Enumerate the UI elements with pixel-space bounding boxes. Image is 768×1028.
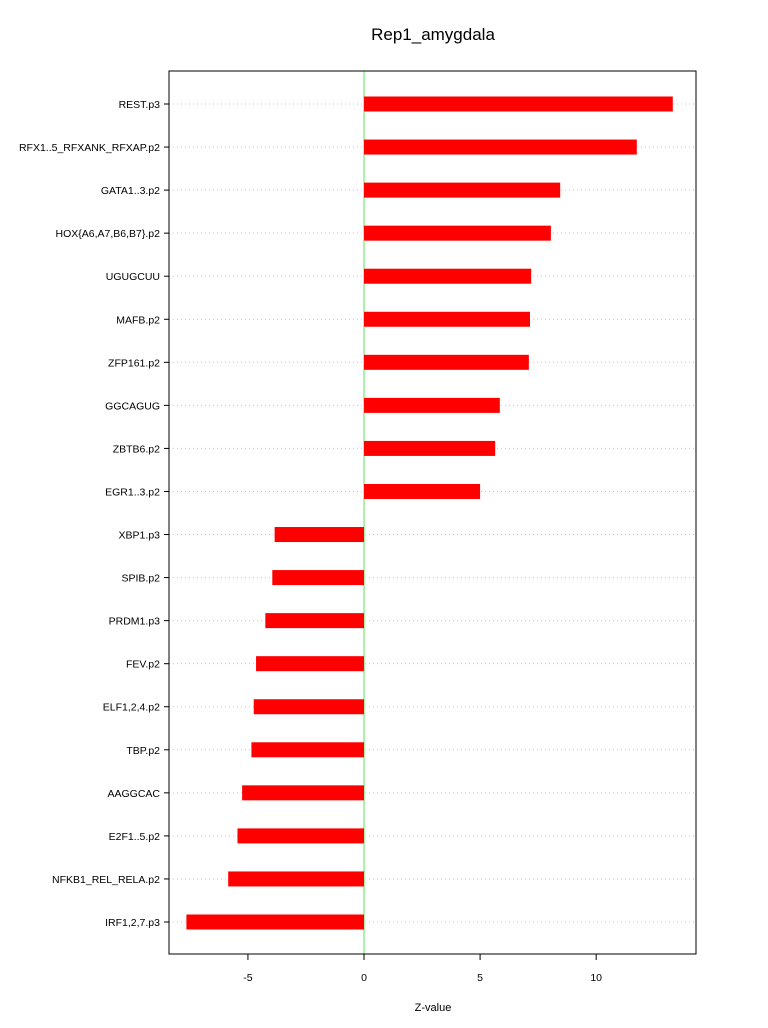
chart-title: Rep1_amygdala [371, 25, 495, 44]
y-axis [19, 99, 169, 929]
bar [364, 183, 560, 198]
bar [251, 742, 364, 757]
y-tick-label: PRDM1.p3 [108, 615, 160, 628]
y-tick-label: SPIB.p2 [121, 572, 160, 585]
bar [237, 828, 364, 843]
bar [364, 441, 495, 456]
y-tick-label: UGUGCUU [105, 271, 160, 284]
bar [272, 570, 364, 585]
y-tick-label: GGCAGUG [105, 400, 160, 413]
y-tick-label: HOX{A6,A7,B6,B7}.p2 [55, 228, 160, 241]
plot-frame [169, 71, 696, 954]
y-tick-label: RFX1..5_RFXANK_RFXAP.p2 [18, 142, 160, 155]
x-axis-label: Z-value [414, 1002, 452, 1014]
x-tick-label: -5 [243, 972, 253, 984]
y-tick-label: ELF1,2,4.p2 [102, 701, 160, 714]
y-tick-label: GATA1..3.p2 [100, 185, 160, 198]
bar [364, 355, 529, 370]
bar [228, 871, 364, 886]
y-tick-label: IRF1,2,7.p3 [105, 917, 160, 929]
y-tick-label: NFKB1_REL_RELA.p2 [52, 873, 160, 886]
y-tick-label: E2F1..5.p2 [108, 830, 160, 843]
bar [364, 398, 500, 413]
y-tick-label: FEV.p2 [125, 658, 160, 671]
bar [275, 527, 364, 542]
x-tick-label: 5 [477, 972, 484, 984]
y-tick-label: ZBTB6.p2 [112, 443, 160, 456]
bar [364, 140, 637, 155]
bar [364, 484, 480, 499]
bar [364, 226, 551, 241]
y-tick-label: MAFB.p2 [116, 314, 160, 327]
x-tick-label: 0 [361, 972, 367, 984]
y-tick-label: AAGGCAC [107, 787, 160, 800]
bar [256, 656, 364, 671]
y-tick-label: TBP.p2 [126, 744, 160, 757]
bars [186, 97, 672, 930]
y-tick-label: REST.p3 [118, 99, 160, 111]
y-tick-label: XBP1.p3 [118, 529, 160, 542]
bar [254, 699, 364, 714]
bar [364, 269, 531, 284]
y-tick-label: EGR1..3.p2 [105, 486, 160, 499]
bar [242, 785, 364, 800]
bar [186, 915, 364, 930]
bar [364, 97, 673, 112]
bar [364, 312, 530, 327]
x-axis [243, 954, 602, 984]
y-tick-label: ZFP161.p2 [108, 357, 160, 370]
x-tick-label: 10 [590, 972, 603, 984]
bar [265, 613, 364, 628]
